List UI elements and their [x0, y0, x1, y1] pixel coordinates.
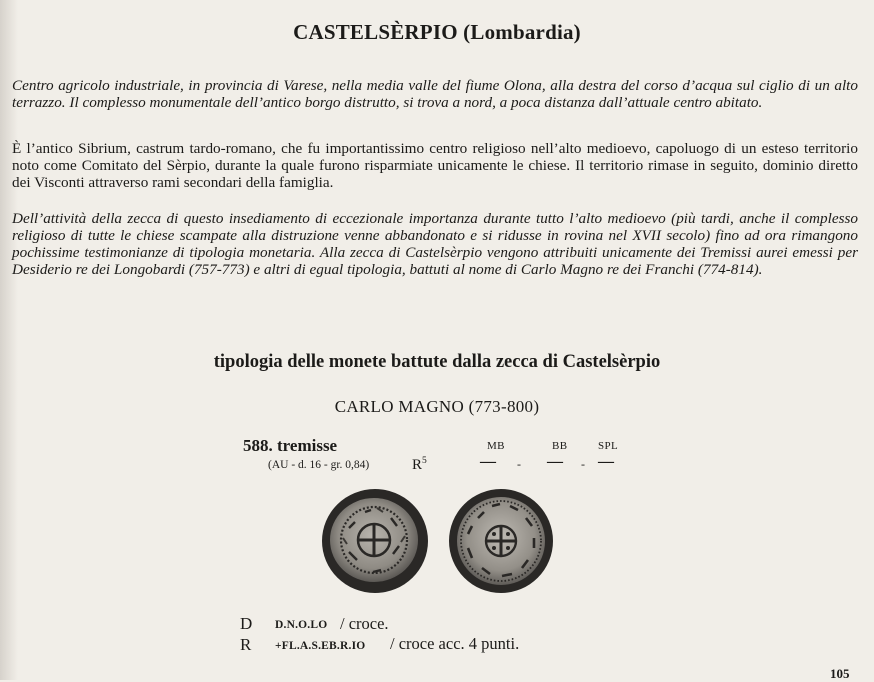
- rarity-letter: R: [412, 457, 423, 473]
- grade-label-bb: BB: [552, 440, 568, 452]
- ruler-heading: CARLO MAGNO (773-800): [334, 397, 540, 416]
- reverse-description: / croce acc. 4 punti.: [390, 634, 520, 653]
- reverse-letter: R: [240, 635, 252, 654]
- intro-paragraph: Centro agricolo industriale, in provincia di Varese, nella media valle del fiume Olona, alla destra del corso d’acqua sul ciglio di un alto terrazzo. Il complesso monumentale dell’antico borgo distrutto, si trova a nord, a poca distanza dall’attuale centro abitato.: [12, 77, 858, 111]
- grade-value-mb: —: [480, 453, 496, 470]
- section-title: tipologia delle monete battute dalla zecca di Castelsèrpio: [213, 352, 661, 372]
- coin-number-name: 588. tremisse: [243, 436, 338, 455]
- obverse-description: / croce.: [340, 614, 389, 633]
- grade-value-bb: —: [547, 453, 563, 470]
- history-paragraph: È l’antico Sibrium, castrum tardo-romano, che fu importantissimo centro religioso nell’alto medioevo, capoluogo di un esteso territorio noto come Comitato del Sèrpio, durante la quale furono risparmiate unicamente le chiese. Il territorio rimase in seguito, dominio diretto dei Visconti attraverso rami secondari della famiglia.: [12, 140, 858, 191]
- mint-paragraph: Dell’attività della zecca di questo insediamento di eccezionale importanza durante tutto l’alto medioevo (più tardi, anche il complesso religioso di tutte le chiese scampate alla distruzione venne abbandonato e si ridusse in rovina nel XVII secolo) fino ad ora rimangono pochissime testimonianze di tipologia monetaria. Alla zecca di Castelsèrpio vengono attribuiti unicamente dei Tremissi aurei emessi per Desiderio re dei Longobardi (757-773) e altri di egual tipologia, battuti al nome di Carlo Magno re dei Franchi (774-814).: [12, 210, 858, 278]
- obverse-legend: D.N.O.LO: [275, 619, 328, 631]
- grade-label-mb: MB: [487, 440, 505, 452]
- coin-specs: (AU - d. 16 - gr. 0,84): [268, 459, 370, 471]
- page-title: CASTELSÈRPIO (Lombardia): [293, 20, 581, 44]
- grade-separator: -: [517, 457, 521, 471]
- obverse-letter: D: [240, 614, 253, 633]
- page-number: 105: [830, 666, 850, 681]
- coin-obverse-image: [321, 488, 429, 594]
- rarity-level: 5: [422, 456, 427, 466]
- rarity-badge: [412, 456, 427, 474]
- reverse-legend: +FL.A.S.EB.R.IO: [275, 640, 366, 652]
- grade-value-spl: —: [598, 453, 614, 470]
- grade-label-spl: SPL: [598, 440, 619, 452]
- coin-reverse-image: [448, 488, 554, 594]
- grade-separator: -: [581, 457, 585, 471]
